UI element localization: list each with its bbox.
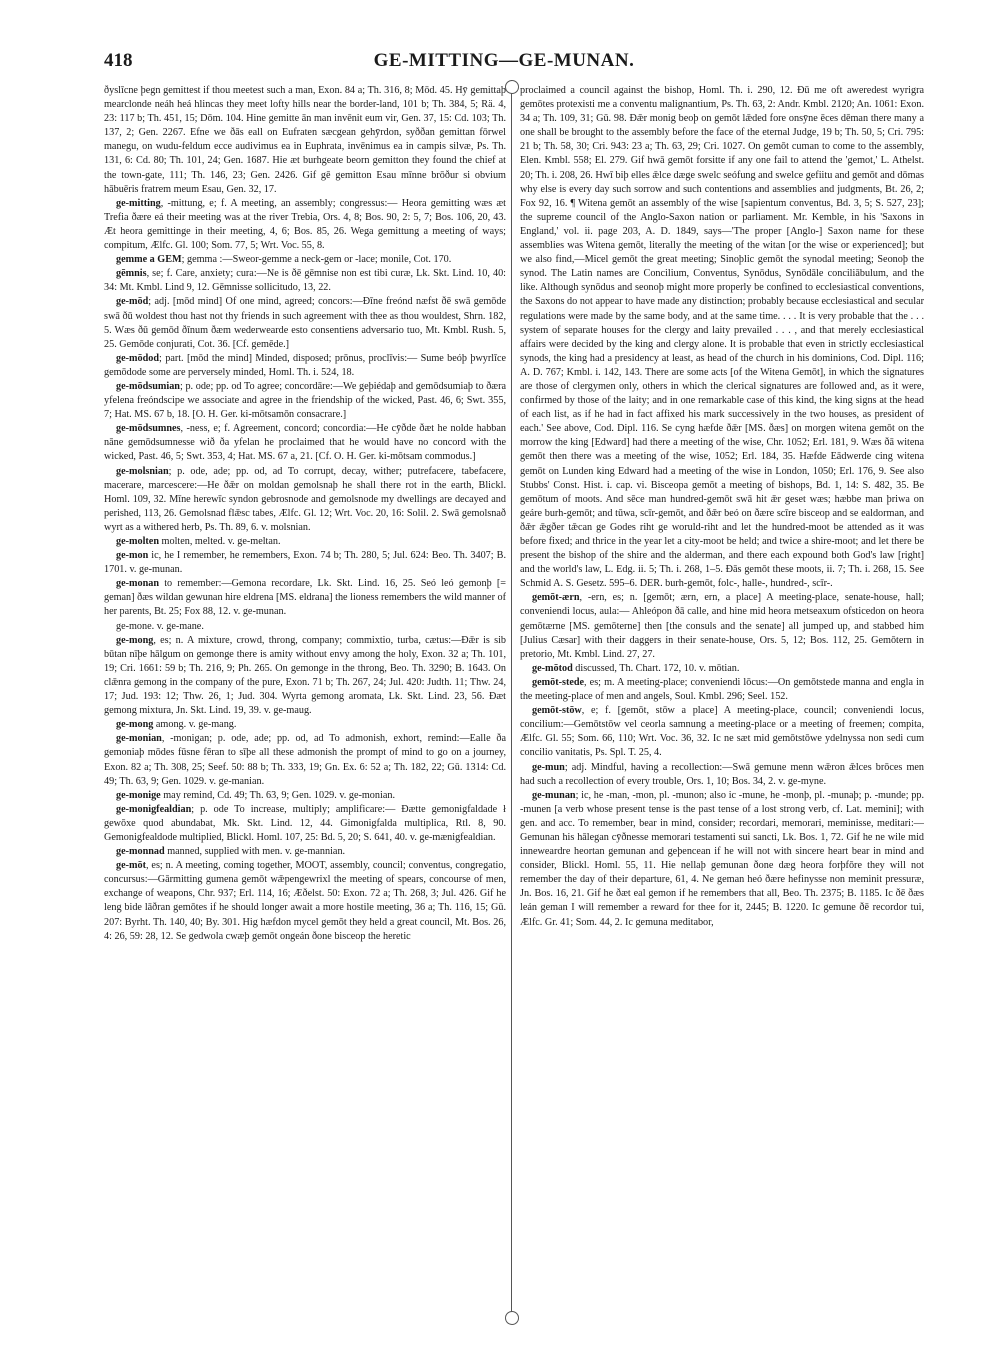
headword: ge-monnad [116, 846, 165, 858]
headword: ge-mōdsumnes [116, 423, 181, 435]
headword: ge-monian [116, 733, 162, 745]
dictionary-entry: ge-mone. v. ge-mane. [116, 620, 204, 632]
dictionary-entry: ge-mōdod; part. [mōd the mind] Minded, disposed; prōnus, proclīvis:— Sume beóþ þwyrlīce gemōdode some are perversely minded, Homl. Th. i. 524, 18. [104, 352, 506, 378]
headword: ge-mōd [116, 296, 149, 308]
dictionary-entry: ge-mong among. v. ge-mang. [116, 719, 237, 731]
dictionary-entry: ge-mōdsumian; p. ode; pp. od To agree; concordāre:—We geþiédaþ and gemōdsumiaþ to ðæra yfelena freóndscipe we associate and agree in the friendship of the wicked, Past. 46, 6; Swt. 355, 7; Hat. MS. 67 b, 18. [O. H. Ger. ki-mōtsamōn consacrare.] [104, 380, 506, 421]
dictionary-entry: ge-mōdsumnes, -ness, e; f. Agreement, concord; concordia:—He cȳðde ðæt he nolde habban nāne gemōdsumnesse wið ða yfelan he proclaimed that he would have no concord with the wicked, Past. 46, 5; Swt. 353, 4; Hat. MS. 67 a, 21. [Cf. O. H. Ger. ki-mōtsam commodus.] [104, 423, 506, 463]
bottom-ornament-icon [505, 1311, 519, 1325]
headword: ge-monan [116, 578, 160, 590]
dictionary-entry: ðyslīcne þegn gemittest if thou meetest such a man, Exon. 84 a; Th. 316, 8; Mōd. 45. Hȳ gemittaþ mearclonde neáh heá hlincas they meet lofty hills near the border-land, 101 b; Th. 384, 5; Rä. 4, 23: 117 b; Th. 451, 15; Dōm. 104. Hine gemitte ān man invēnit eum vir, Gen. 37, 15: Cd. 103; Th. 137, 2; Gen. 2267. Efne we ðās eall on Eufraten sæcgean gehȳrdon, syððan gemittan fōrwel manegu, on wudu-feldum ecce audivimus ea in Euphrata, invēnimus ea in campis silvæ, Ps. Th. 131, 6: Cd. 80; Th. 101, 24; Gen. 1687. Hie æt burhgeate beorn gemitton they found the chief at the town-gate, 111; Th. 146, 23; Gen. 2426. Gif gē gemitton Esau mīnne brōður si obvium hābuēris fratrem meum Esau, Gen. 32, 17. [104, 85, 506, 195]
headword: ge-mōt [116, 860, 146, 872]
headword: gēmnis [116, 268, 147, 280]
dictionary-entry: ge-mōtod discussed, Th. Chart. 172, 10. v. mōtian. [532, 662, 740, 674]
dictionary-entry: proclaimed a council against the bishop, Homl. Th. i. 290, 12. Ðū me oft aweredest wyrigra gemōtes protexisti me a conventu malignantium, Ps. Th. 63, 2: Andr. Kmbl. 2120; An. 1061: Exon. 34 a; Th. 109, 31; Gū. 98. Ðǣr monig beoþ on gemōt lǣded fore onsȳne ēces dēman there many a one shall be brought to the assembly before the face of the eternal Judge, 19 b; Th. 50, 5; Cri. 795: 21 b; Th. 58, 30; Cri. 943: 23 a; Th. 63, 29; Cri. 1027. On gemōt cuman to come to the assembly, Elen. Kmbl. 558; El. 279. Gif hwā gemōt forsitte if any one fail to attend the 'gemot,' L. Athelst. 20; Th. i. 208, 26. Hwī biþ elles ǣlce dæge swelc seófung and swelce gefiitu and gemōt and dōmas why else is every day such sorrow and such contentions and assemblies and judgments, Bt. 26, 2; Fox 92, 16. ¶ Witena gemōt an assembly of the wise [sapientum conventus, Bd. 3, 5; S. 527, 23]; the supreme council of the Anglo-Saxon nation or parliament. Mr. Kemble, in his 'Saxons in England,' vol. ii. page 203, A. D. 1849, says—'The proper [Anglo-] Saxon name for these assemblies was Witena gemōt, literally the meeting of the witan [or the wise or experienced]; but we also find,—Micel gemōt the great meeting; Sinoþlic gemōt the synodal meeting; Seonoþ the synod. The Latin names are Concilium, Conventus, Synōdus, Synōdāle conciliābulum, and the like. Although synōdus and seonoþ might more properly be confined to ecclesiastical conventions, the Saxons do not appear to have made any distinction; probably because ecclesiastical and secular regulations were made by the same body, and at the same time. . . . It is very probable that the . . . system of separate houses for the clergy and laity prevailed . . . , and that merely ecclesiastical affairs were decided by the king and clergy alone. It is probable that even in strictly ecclesiastical synods, the king had a presidency at least, as head of the church in his dominions, Cod. Dipl. 116; A. D. 767; Kmbl. i. 142, 143. There are some acts [of the Witena Gemōt], in which the signatures are those of clergymen only, others in which the clerical signatures are followed and, as it were, confirmed by those of the laity; and in one remarkable case of this kind, the king signs at the head of each list, as if he had in fact affixed his mark successively in the two houses, as president of each.' See above, Cod. Dipl. 116. Se cyng hæfde ðǣr [MS. ðæs] on morgen witena gemōt on the morrow the king [Edward] had there a meeting of the wise, Chr. 1052; Erl. 181, 9. Wæs ðā witena gemōt then there was a meeting of the wise, 1052; Erl. 184, 35. Hæfde Eādwerde cing witena gemōt on Lunden king Edward had a meeting of the wise in London, 1050; Erl. 176, 9. See also Stubbs' Const. Hist. i. cap. vi. Bisceopa gemōt a meeting of bishops, Bd. 1, 14: S. 482, 35. Be gemōtum of moots. And sēce man hundred-gemōt swā hit ǣr geset wæs; hæbbe man þriwa on geáre burh-gemōt; and tūwa, scīr-gemōt, and ðǣr beó on ðære scīre bisceop and se ealdorman, and ðǣr ǣgðer tǣcan ge Godes riht ge woruld-riht and let the hundred-moot be attended as it was before fixed; and thrice in the year let a city-moot be held; and twice a shire-moot; and let there be present the bishop of the shire and the alderman, and there each expound both God's law [right] and the world's law, L. Edg. ii. 5; Th. i. 268, 1–5. Ðās gemōt these moots, ii. 7; Th. i. 268, 15. See Schmid A. S. Gesetz. 595–6. DER. burh-gemōt, folc-, halle-, hundred-, scīr-. [520, 85, 924, 590]
dictionary-entry: gemōt-stōw, e; f. [gemōt, stōw a place] A meeting-place, council; conveniendi locus, concilium:—Gemōtstōw vel ceorla samnung a meeting-place or a meeting of freemen; compita, Ælfc. Gl. 55; Som. 66, 110; Wrt. Voc. 36, 32. Ic ne sæt mid gemōtstōwe ydelnyssa non sedi cum concilio vanitatis, Ps. Spl. T. 25, 4. [520, 705, 924, 759]
headword: ge-monigfealdian [116, 803, 192, 815]
headword: ge-mōdsumian [116, 380, 180, 392]
dictionary-entry: ge-monigfealdian; p. ode To increase, multiply; amplificare:— Ðætte gemonigfaldade ł gewōxe quod abundabat, Mk. Skt. Lind. 12, 44. Gimonigfalda multiplica, Rtl. 8, 90. Gemonigfealdode multiplied, Blickl. Homl. 107, 25: Bd. 5, 20; S. 641, 40. v. ge-mænigfealdian. [104, 803, 506, 843]
dictionary-entry: gēmnis, se; f. Care, anxiety; cura:—Ne is ðē gēmnise non est tibi curæ, Lk. Skt. Lind. 10, 40: 34: Mt. Kmbl. Lind 9, 12. Gēmnisse sollicitudo, 13, 22. [104, 268, 506, 294]
dictionary-entry: ge-munan; ic, he -man, -mon, pl. -munon; also ic -mune, he -monþ, pl. -munaþ; p. -munde; pp. -munen [a verb whose present tense is the past tense of a lost strong verb, cf. Lat. memini]; with gen. and acc. To remember, bear in mind, consider; recordari, memorari, meminisse, meditari:—Gemunan his hālegan cȳðnesse memorari testamenti sui sancti, Lk. Bos. 1, 72. Gif he ne wile mid inneweardre heortan gemunan and geþencean if he will not with sincere heart bear in mind and consider, Blickl. Homl. 55, 11. Hie nellaþ gemunan ðone dæg heora forþfōre they will not remember the day of their departure, 61, 4. Ne geman heó ðære hefinysse non meminit pressuræ, Jn. Bos. 16, 21. Gif he ðæt eal gemon if he remembers that all, Beo. Th. 2375; B. 1185. Ic ðē ðæs leán geman I will remember a reward for thee for it, 2445; B. 1220. Ic gemune ðē recordor tui, Ælfc. Gr. 41; Som. 44, 2. Ic gemuna meditabor, [520, 789, 924, 928]
dictionary-entry: gemme a GEM; gemma :—Sweor-gemme a neck-gem or -lace; monile, Cot. 170. [116, 254, 452, 266]
headword: ge-mong [116, 719, 154, 731]
headword: ge-mong [116, 634, 154, 646]
dictionary-entry: gemōt-ærn, -ern, es; n. [gemōt; ærn, ern, a place] A meeting-place, senate-house, hall; conveniendi locus, aula:— Ahleópon ðā calle, and hine mid heora metseaxum ofsticedon on heora gemōtærne [MS. gemōterne] then [the consuls and the senate] all jumped up, and stabbed him [Julius Cæsar] with their daggers in their senate-house, Ors. 5, 12; Bos. 112, 25. Gemōtern in pretorio, Mt. Kmbl. Lind. 27, 27. [520, 592, 924, 660]
dictionary-entry: ge-mitting, -mittung, e; f. A meeting, an assembly; congressus:— Heora gemitting wæs æt Trefia ðære eá their meeting was at the river Trebia, Ors. 4, 8; Bos. 90, 2: 5, 7; Bos. 106, 20, 43. Æt heora gemittinge in their meeting, 4, 6; Bos. 85, 26. Wega gemittung a meeting of ways; compitum, Ælfc. Gl. 100; Som. 77, 5; Wrt. Voc. 55, 8. [104, 197, 506, 252]
headword: ge-molsnian [116, 465, 169, 477]
headword: ge-munan [532, 789, 576, 801]
headword: ge-molten [116, 536, 159, 547]
headword: gemōt-stōw [532, 705, 582, 717]
dictionary-entry: ge-monian, -monigan; p. ode, ade; pp. od, ad To admonish, exhort, remind:—Ealle ða gemoniaþ mōdes fūsne fēran to sīþe all these admonish the prompt of mind to go on a journey, Exon. 82 a; Th. 308, 25; Seef. 50: 88 b; Th. 333, 19; Gn. Ex. 6: 52 a; Th. 182, 22; Gū. 1314: Cd. 49; Th. 63, 9; Gen. 1029. v. ge-manian. [104, 733, 506, 787]
dictionary-entry: ge-mon ic, he I remember, he remembers, Exon. 74 b; Th. 280, 5; Jul. 624: Beo. Th. 3407; B. 1701. v. ge-munan. [104, 550, 506, 576]
headword: ge-mitting [116, 197, 161, 209]
dictionary-entry: gemōt-stede, es; m. A meeting-place; conveniendi lōcus:—On gemōtstede manna and engla in the meeting-place of men and angels, Soul. Kmbl. 296; Seel. 152. [520, 676, 924, 703]
headword: ge-monige [116, 789, 161, 801]
headword: ge-mōdod [116, 352, 160, 364]
headword: ge-mōtod [532, 662, 573, 674]
left-column [104, 84, 506, 1319]
dictionary-entry: ge-mōd; adj. [mōd mind] Of one mind, agreed; concors:—Ðīne freónd næfst ðē swā gemōde swā ðū woldest thou hast not thy friends in such agreement with thee as thou wouldest, Shrn. 182, 5. Wæs ðū gemōd ðīnum ðæm wederwearde esto consentiens adversario tuo, Mt. Kmbl. Rush. 5, 25. Gemōde conjurati, Cot. 36. [Cf. gemēde.] [104, 296, 506, 350]
page-header [104, 50, 904, 74]
dictionary-entry: ge-monige may remind, Cd. 49; Th. 63, 9; Gen. 1029. v. ge-monian. [116, 789, 395, 801]
dictionary-entry: ge-molten molten, melted. v. ge-meltan. [116, 536, 281, 547]
dictionary-entry: ge-monnad manned, supplied with men. v. ge-mannian. [116, 846, 346, 858]
dictionary-entry: ge-mōt, es; n. A meeting, coming together, MOOT, assembly, council; conventus, congregatio, concursus:—Gārmitting gumena gemōt wǣpengewrixl the meeting of spears, concourse of men, exchange of weapons, Chr. 937; Erl. 114, 16; Æðelst. 50: Exon. 72 a; Th. 268, 3; Jul. 426. Gif he leng bide lāðran gemōtes if he should longer await a more hostile meeting, 36 a; Th. 116, 15; Gū. 207: Byrht. Th. 140, 40; By. 301. Hig hæfdon mycel gemōt they held a great council, Mt. Bos. 26, 4: 26, 59: 28, 12. Se gedwola cwæþ gemōt ongeán ðone bisceop the heretic [104, 860, 506, 942]
headword: gemōt-stede [532, 676, 585, 688]
headword: gemme a GEM [116, 254, 182, 266]
headword: ge-mun [532, 761, 565, 773]
dictionary-entry: ge-mong, es; n. A mixture, crowd, throng, company; commixtio, turba, cætus:—Ðǣr is sib būtan nīþe hālgum on gemonge there is amity without envy among the holy, Exon. 32 a; Th. 101, 19; Cri. 1661: 59 b; Th. 216, 9; Ph. 265. On gemonge in the throng, Beo. Th. 3290; B. 1643. On clǣnra gemong in the company of the pure, Exon. 71 b; Th. 267, 24; Jul. 420: Judth. 11; Thw. 24, 17; Jud. 193: 12; Thw. 26, 1; Jud. 304. Wyrta gemong aromata, Lk. Skt. Lind. 23, 56. Ðæt gemong mixtura, Jn. Skt. Lind. 19, 39. v. ge-maug. [104, 634, 506, 717]
running-head: GE-MITTING—GE-MUNAN. [373, 50, 635, 71]
headword: gemōt-ærn [532, 592, 580, 604]
right-column [520, 84, 924, 1319]
dictionary-entry: ge-molsnian; p. ode, ade; pp. od, ad To corrupt, decay, wither; putrefacere, tabefacere, macerare, marcescere:—He ðǣr on moldan gemolsnaþ he shall there rot in the earth, Blickl. Homl. 109, 32. Mīne herewīc syndon gebrosnode and gemolsnode my dwellings are decayed and perished, 113, 26. Gemolsnad flǣsc tabes, Ælfc. Gl. 12; Wrt. Voc. 20, 16: Solil. 2. Swā gemolsnað wyrt as a withered herb, Ps. Th. 89, 6. v. molsnian. [104, 465, 506, 533]
dictionary-entry: ge-mun; adj. Mindful, having a recollection:—Swā gemune menn wǣron ǣlces brōces men had such a recollection of every trouble, Ors. 1, 10; Bos. 34, 2. v. ge-myne. [520, 761, 924, 787]
column-rule [511, 80, 512, 1312]
page-number: 418 [104, 50, 133, 71]
top-ornament-icon [505, 80, 519, 94]
headword: ge-mon [116, 550, 149, 562]
dictionary-entry: ge-monan to remember:—Gemona recordare, Lk. Skt. Lind. 16, 25. Seó leó gemonþ [= geman] ðæs wildan gewunan hire eldrena [MS. eldrana] the lioness remembers the wild manner of her parents, Bt. 25; Fox 88, 12. v. ge-munan. [104, 578, 506, 618]
